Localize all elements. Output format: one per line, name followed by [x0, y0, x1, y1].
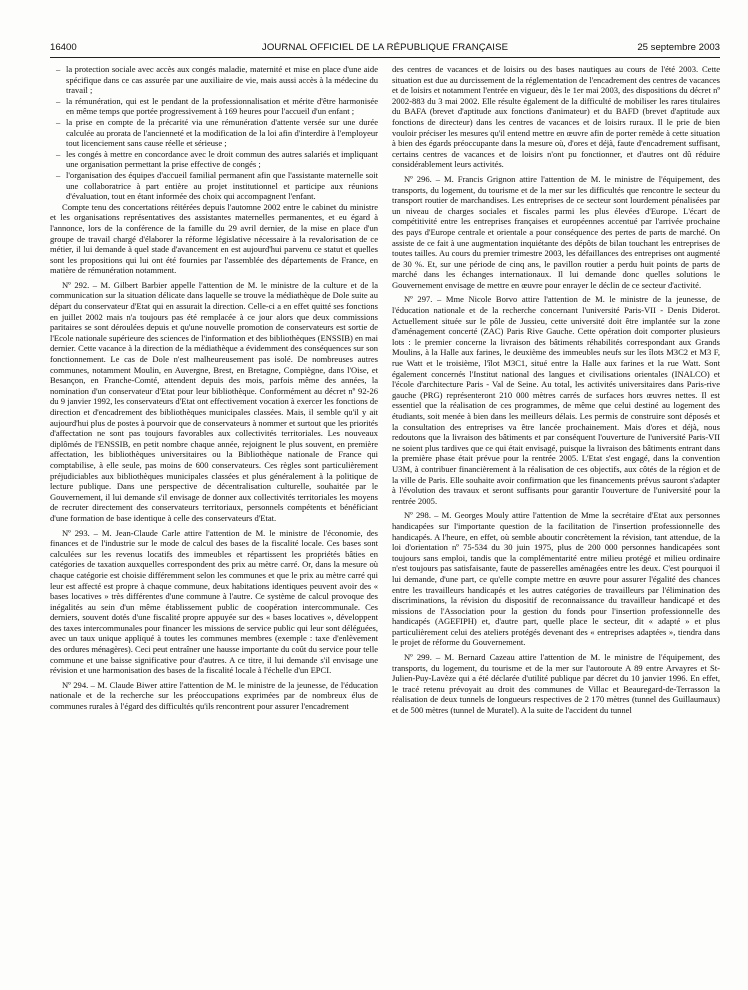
question-297: Nº 297. – Mme Nicole Borvo attire l'attention de M. le ministre de la jeunesse, de l'éducation nationale et de la recherche concernant l'université Paris-VII - Denis Diderot. Actuellement située sur le pôle de Jussieu, cette université doit être implantée sur la zone d'aménagement concerté (ZAC) Paris Rive Gauche. Cette opération doit comporter plusieurs lots : le premier concerne la livraison des bâtiments réhabilités correspondant aux Grands Moulins, à la Halle aux farines, le deuxième des immeubles neufs sur les îlots M3C2 et M3 F, rue Watt et le troisième, l'îlot M3C1, situé entre la Halle aux farines et la rue Watt. Sont également concernés l'Institut national des langues et civilisations orientales (INALCO) et l'école d'architecture Paris - Val de Seine. Au total, les activités universitaires dans Paris-rive gauche (PRG) représenteront 210 000 mètres carrés de surfaces hors œuvres nettes. Il est essentiel que la réalisation de ces programmes, de même que celui destiné au logement des étudiants, soit menée à bien dans les meilleurs délais. Les permis de construire sont déposés et la consultation des entreprises va être lancée prochainement. Mais d'ores et déjà, nous redoutons que la livraison des bâtiments et par conséquent l'ouverture de l'université Paris-VII ne soient plus tardives que ce qui était envisagé, puisque la livraison des bâtiments entrant dans la première phase était prévue pour la rentrée 2005. L'Etat s'est engagé, dans la convention U3M, à contribuer financièrement à la réalisation de ces objectifs, aux côtés de la région et de la ville de Paris. Elle souhaite avoir confirmation que les financements prévus sauront s'adapter à l'évolution des travaux et seront suffisants pour garantir l'ouverture de l'université pour la rentrée 2005.: [392, 294, 720, 506]
question-296: Nº 296. – M. Francis Grignon attire l'attention de M. le ministre de l'équipement, des transports, du logement, du tourisme et de la mer sur les difficultés que rencontre le secteur du transport routier de marchandises. Les entreprises de ce secteur sont lourdement pénalisées par un niveau de charges sociales et fiscales parmi les plus élevées d'Europe. L'écart de compétitivité entre les entreprises françaises et européennes accentué par l'arrivée prochaine des pays d'Europe centrale et orientale a pour conséquence des pertes de parts de marché. On assiste de ce fait à une augmentation inquiétante des dépôts de bilan touchant les entreprises de toutes tailles. Au cours du premier trimestre 2003, les défaillances des entreprises ont augmenté de 30 %. Et, sur une période de cinq ans, le pavillon routier a perdu huit points de parts de marché dans les échanges internationaux. Il lui demande donc quelles solutions le Gouvernement envisage de mettre en œuvre pour enrayer le déclin de ce secteur d'activité.: [392, 173, 720, 290]
page-number: 16400: [50, 42, 77, 53]
question-299: Nº 299. – M. Bernard Cazeau attire l'attention de M. le ministre de l'équipement, des transports, du logement, du tourisme et de la mer sur l'autoroute A 89 entre Arvayres et St-Julien-Puy-Lavèze qui a été déclarée d'utilité publique par décret du 10 janvier 1996. En effet, le tracé retenu prévoyait au droit des communes de Villac et Beauregard-de-Terrasson la réalisation de deux tunnels de longueurs respectives de 2 170 mètres (tunnel des Guillaumaux) et de 500 mètres (tunnel de Muratel). A la suite de l'accident du tunnel: [392, 652, 720, 716]
bullet-list: [50, 64, 378, 202]
issue-date: 25 septembre 2003: [637, 42, 720, 53]
question-293: Nº 293. – M. Jean-Claude Carle attire l'attention de M. le ministre de l'économie, des finances et de l'industrie sur le mode de calcul des bases de la fiscalité locale. Ces bases sont calculées sur les revenus locatifs des immeubles et répartissent les propriétés bâties en catégories de taxation auxquelles correspondent des prix au mètre carré. Or, dans la mesure où chaque catégorie est choisie différemment selon les communes et que le prix au mètre carré qui leur est affecté est propre à chaque commune, deux habitations identiques peuvent avoir des « bases locatives » très différentes d'une commune à l'autre. Ce système de calcul provoque des inégalités au sein d'un même établissement public de coopération intercommunale. Ces derniers, souvent dotés d'une fiscalité propre appuyée sur des « bases locatives », développent des taxes intercommunales pour financer les missions de service public qui leur sont déléguées, avec un taux unique appliqué à toutes les communes membres (exemple : taxe d'enlèvement des ordures ménagères). Ceci peut entraîner une hausse importante du coût du service pour telle commune et une baisse significative pour d'autres. A ce titre, il lui demande s'il envisage une révision et une harmonisation des bases de la fiscalité locale à l'échelle d'un EPCI.: [50, 527, 378, 676]
list-item: – la prise en compte de la précarité via une rémunération d'attente versée sur une durée calculée au prorata de l'ancienneté et la modification de la loi afin d'interdire à l'employeur tout licenciement sans cause réelle et sérieuse ;: [50, 117, 378, 149]
left-column: [50, 64, 378, 984]
question-298: Nº 298. – M. Georges Mouly attire l'attention de Mme la secrétaire d'Etat aux personnes handicapées sur l'importante question de la facilitation de l'insertion professionnelle des handicapés. A l'heure, en effet, où semble aboutir concrètement la révision, tant attendue, de la loi d'orientation nº 75-534 du 30 juin 1975, plus de 200 000 personnes handicapées sont toujours sans emploi, tandis que la complémentarité entre milieu protégé et milieu ordinaire n'est toujours pas satisfaisante, faute de passerelles aménagées entre les deux. C'est pourquoi il lui demande, d'une part, ce qu'elle compte mettre en œuvre pour assurer l'égalité des chances entre les travailleurs handicapés et les autres catégories de travailleurs par l'élimination des discriminations, la révision du dispositif de reconnaissance du travailleur handicapé et des missions de l'Association pour la gestion du fonds pour l'insertion professionnelle des handicapés (AGEFIPH) et, d'autre part, quelle place le secteur, dit « adapté » et plus particulièrement celui des ateliers protégés devenant des « entreprises adaptées », tiendra dans le projet de réforme du Gouvernement.: [392, 510, 720, 648]
right-column: [392, 64, 720, 984]
page-header: [50, 42, 720, 58]
journal-title: JOURNAL OFFICIEL DE LA RÉPUBLIQUE FRANÇAISE: [261, 42, 509, 53]
list-item: – la protection sociale avec accès aux congés maladie, maternité et mise en place d'une aide spécifique dans ce cas assurée par une auxiliaire de vie, mais aussi accès à la médecine du travail ;: [50, 64, 378, 96]
question-294: Nº 294. – M. Claude Biwer attire l'attention de M. le ministre de la jeunesse, de l'éducation nationale et de la recherche sur les préoccupations exprimées par de nombreux élus de communes rurales à l'égard des difficultés qu'ils rencontrent pour assurer l'encadrement: [50, 679, 378, 712]
list-item: – la rémunération, qui est le pendant de la professionnalisation et mérite d'être harmonisée en même temps que portée progressivement à 169 heures pour l'accueil d'un enfant ;: [50, 96, 378, 117]
header-rule: [50, 57, 720, 58]
paragraph-continued: des centres de vacances et de loisirs ou des bases nautiques au cours de l'été 2003. Cette situation est due au durcissement de la réglementation de l'encadrement des centres de vacances et de loisirs et notamment l'entrée en vigueur, dès le 1er mai 2003, des dispositions du décret nº 2002-883 du 3 mai 2002. Elle résulte également de la difficulté de mobiliser les rares titulaires du BAFA (brevet d'aptitude aux fonctions d'animateur) et du BAFD (brevet d'aptitude aux fonctions de directeur) dans les centres de vacances et de loisirs ruraux. Il le prie de bien vouloir préciser les mesures qu'il entend mettre en œuvre afin de porter remède à cette situation à bien des égards préoccupante dans la mesure où, d'ores et déjà, faute d'encadrement suffisant, certains centres de vacances et de loisirs n'ont pu fonctionner, et d'autres ont dû réduire considérablement leurs activités.: [392, 64, 720, 170]
list-item: – les congés à mettre en concordance avec le droit commun des autres salariés et impliquant une organisation permettant la prise effective de congés ;: [50, 149, 378, 170]
list-item: – l'organisation des équipes d'accueil familial permanent afin que l'assistante maternelle soit une collaboratrice à part entière au projet institutionnel et participe aux réunions d'évaluation, tout en étant informée des choix qui accompagnent l'enfant.: [50, 170, 378, 202]
text-columns: [50, 64, 720, 984]
question-292: Nº 292. – M. Gilbert Barbier appelle l'attention de M. le ministre de la culture et de la communication sur la situation délicate dans laquelle se trouve la médiathèque de Dole suite au départ du conservateur d'Etat qui en assurait la direction. Celle-ci a en effet quitté ses fonctions en juillet 2002 mais n'a toujours pas été remplacée à ce jour alors que deux commissions paritaires se sont déroulées depuis et qu'une nouvelle promotion de conservateurs est sortie de l'Ecole nationale supérieure des sciences de l'information et des bibliothèques (ENSSIB) en mai dernier. Cette vacance à la direction de la médiathèque a évidemment des conséquences sur son fonctionnement. Le cas de Dole n'est malheureusement pas isolé. De nombreuses autres communes, notamment Moulin, en Auvergne, Brest, en Bretagne, Compiègne, dans l'Oise, et Besançon, en Franche-Comté, attendent depuis des mois, parfois même des années, la nomination d'un conservateur d'Etat pour leur bibliothèque. Conformément au décret nº 92-26 du 9 janvier 1992, les conservateurs d'Etat ont effectivement vocation à exercer les fonctions de direction et d'encadrement des bibliothèques municipales classées. Mais, il semble qu'il y ait aujourd'hui plus de postes à pourvoir que de conservateurs à nommer et surtout que les priorités d'affectation ne sont pas toujours favorables aux collectivités territoriales. Les nouveaux diplômés de l'ENSSIB, en petit nombre chaque année, rejoignent le plus souvent, en première affectation, les bibliothèques universitaires ou la Bibliothèque nationale de France qui comptabilise, à elle seule, pas moins de 600 conservateurs. Ces règles sont particulièrement préjudiciables aux bibliothèques municipales classées et plus généralement à la politique de lecture publique. Dans une perspective de décentralisation culturelle, souhaitée par le Gouvernement, il lui demande s'il envisage de donner aux collectivités territoriales les moyens de recruter directement des conservateurs territoriaux, personnels compétents et bénéficiant d'une formation de base identique à celle des conservateurs d'Etat.: [50, 279, 378, 523]
paragraph: Compte tenu des concertations réitérées depuis l'automne 2002 entre le cabinet du ministre et les organisations représentatives des assistantes maternelles permanentes, et eu égard à l'annonce, lors de la conférence de la famille du 29 avril dernier, de la mise en place d'un groupe de travail chargé d'élaborer la réforme législative nécessaire à la revalorisation de ce métier, il lui demande à quel stade d'avancement en est aujourd'hui parvenu ce statut et quelles sont les propositions qui lui ont été fournies par l'assemblée des départements de France, en matière de rémunération notamment.: [50, 201, 378, 276]
